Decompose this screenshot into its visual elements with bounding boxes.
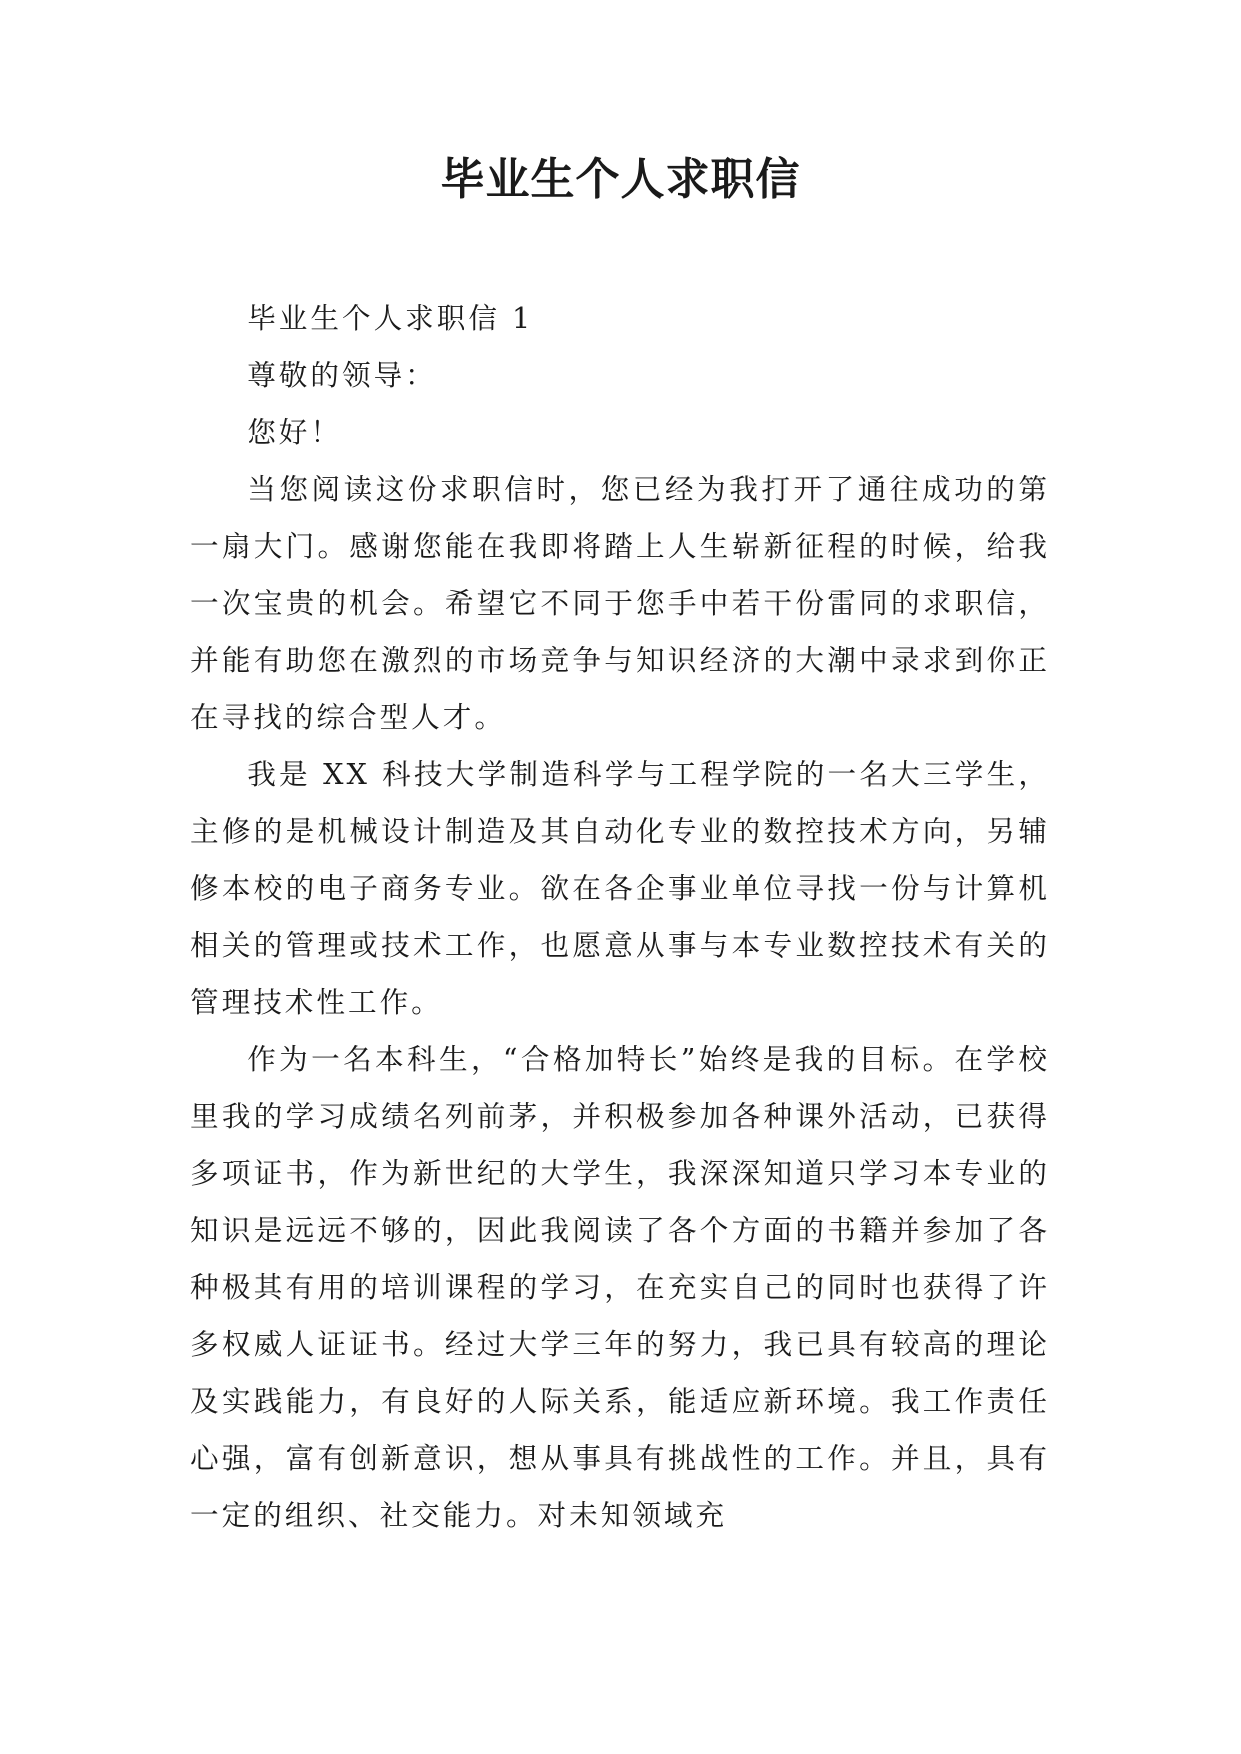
- paragraph-qualifications: 作为一名本科生，“合格加特长”始终是我的目标。在学校里我的学习成绩名列前茅，并积极参加各种课外活动，已获得多项证书，作为新世纪的大学生，我深深知道只学习本专业的知识是远远不够的，因此我阅读了各个方面的书籍并参加了各种极其有用的培训课程的学习，在充实自己的同时也获得了许多权威人证证书。经过大学三年的努力，我已具有较高的理论及实践能力，有良好的人际关系，能适应新环境。我工作责任心强，富有创新意识，想从事具有挑战性的工作。并且，具有一定的组织、社交能力。对未知领域充: [190, 1042, 1050, 1532]
- greeting: 您好！: [247, 415, 342, 449]
- paragraph-background: 我是 XX 科技大学制造科学与工程学院的一名大三学生，主修的是机械设计制造及其自动化专业的数控技术方向，另辅修本校的电子商务专业。欲在各企事业单位寻找一份与计算机相关的管理或技术工作，也愿意从事与本专业数控技术有关的管理技术性工作。: [190, 757, 1050, 1019]
- paragraph-intro: 当您阅读这份求职信时，您已经为我打开了通往成功的第一扇大门。感谢您能在我即将踏上人生崭新征程的时候，给我一次宝贵的机会。希望它不同于您手中若干份雷同的求职信，并能有助您在激烈的市场竞争与知识经济的大潮中录求到你正在寻找的综合型人才。: [190, 472, 1050, 734]
- salutation: 尊敬的领导：: [247, 358, 437, 392]
- document-title: 毕业生个人求职信: [440, 154, 801, 205]
- letter-heading: 毕业生个人求职信 1: [247, 301, 534, 335]
- document-body: [190, 290, 1050, 1544]
